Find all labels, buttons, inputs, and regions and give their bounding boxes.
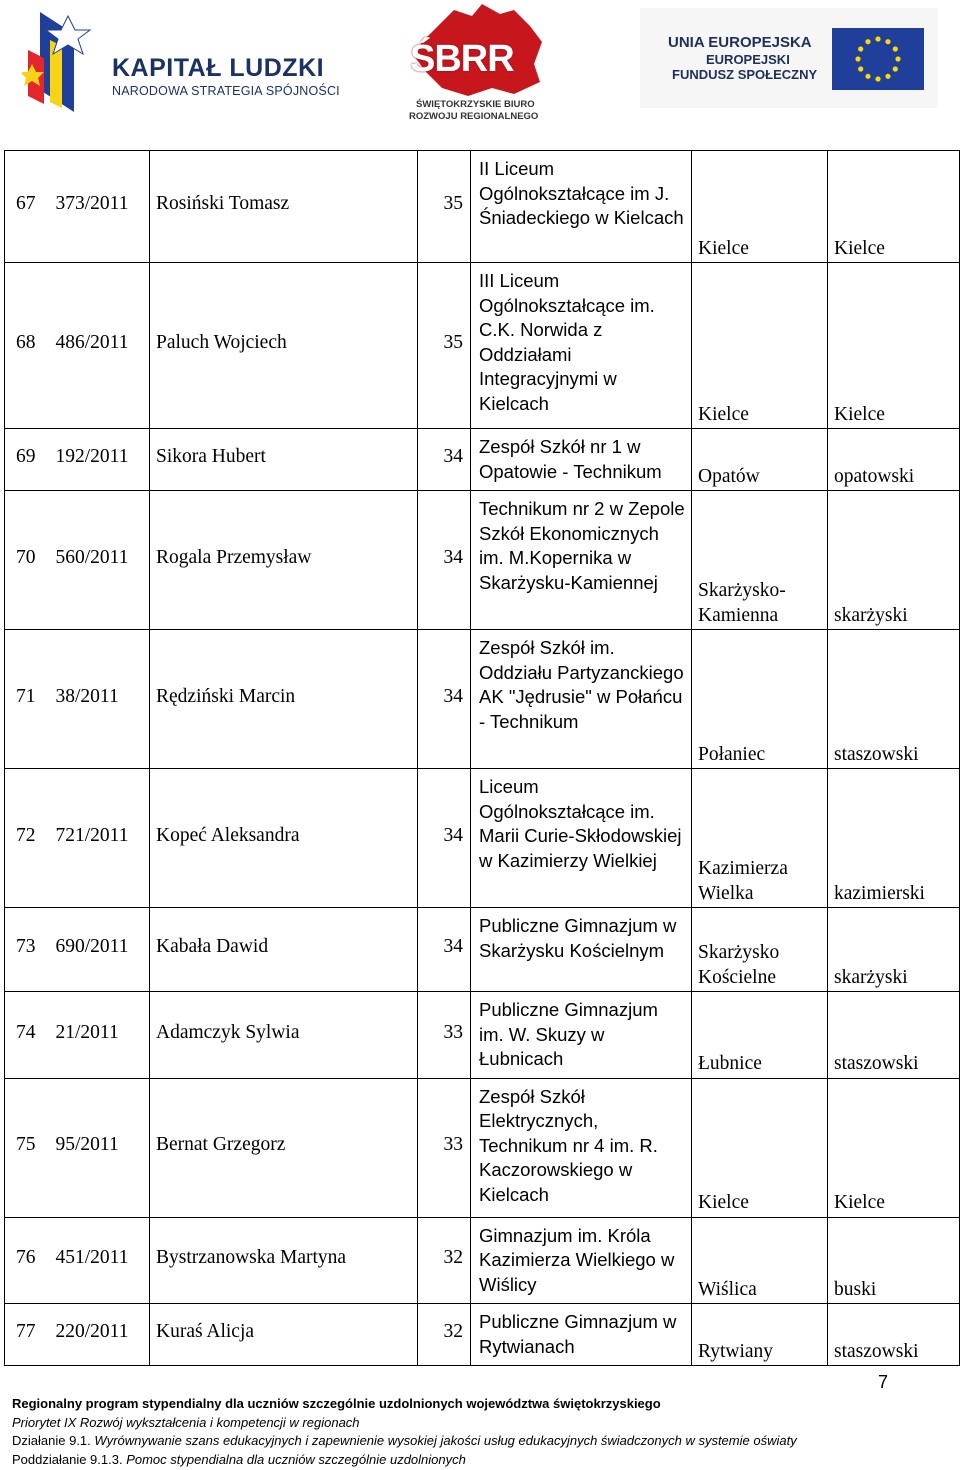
- row-school: Liceum Ogólnokształcące im. Marii Curie-Skłodowskiej w Kazimierzy Wielkiej: [471, 769, 692, 908]
- row-student-name: Rędziński Marcin: [150, 630, 418, 769]
- row-application-number: 220/2011: [50, 1304, 150, 1366]
- row-points: 32: [418, 1217, 471, 1304]
- row-lp: 77: [5, 1304, 50, 1366]
- row-application-number: 21/2011: [50, 992, 150, 1079]
- row-district: skarżyski: [828, 491, 960, 630]
- row-school: II Liceum Ogólnokształcące im J. Śniadeckiego w Kielcach: [471, 151, 692, 263]
- row-lp: 75: [5, 1078, 50, 1217]
- row-city: Skarżysko-Kamienna: [692, 491, 828, 630]
- row-student-name: Rogala Przemysław: [150, 491, 418, 630]
- row-application-number: 95/2011: [50, 1078, 150, 1217]
- row-application-number: 451/2011: [50, 1217, 150, 1304]
- footer-subaction-text: Pomoc stypendialna dla uczniów szczególnie uzdolnionych: [126, 1451, 466, 1467]
- row-lp: 71: [5, 630, 50, 769]
- row-city: Opatów: [692, 429, 828, 491]
- row-school: Zespół Szkół nr 1 w Opatowie - Technikum: [471, 429, 692, 491]
- row-student-name: Bernat Grzegorz: [150, 1078, 418, 1217]
- row-student-name: Rosiński Tomasz: [150, 151, 418, 263]
- row-application-number: 38/2011: [50, 630, 150, 769]
- table-row: [5, 151, 960, 263]
- sbrr-subtitle-line1: ŚWIĘTOKRZYSKIE BIURO: [416, 99, 535, 110]
- row-points: 34: [418, 769, 471, 908]
- table-row: [5, 263, 960, 429]
- kapital-ludzki-title: KAPITAŁ LUDZKI: [112, 54, 325, 82]
- row-city: Kielce: [692, 263, 828, 429]
- row-points: 34: [418, 491, 471, 630]
- row-lp: 76: [5, 1217, 50, 1304]
- eu-subtitle-line1: EUROPEJSKI: [706, 52, 790, 67]
- row-application-number: 486/2011: [50, 263, 150, 429]
- sbrr-subtitle-line2: ROZWOJU REGIONALNEGO: [409, 111, 539, 122]
- row-lp: 73: [5, 908, 50, 992]
- row-school: Gimnazjum im. Króla Kazimierza Wielkiego w Wiślicy: [471, 1217, 692, 1304]
- row-school: Zespół Szkół im. Oddziału Partyzanckiego AK "Jędrusie" w Połańcu - Technikum: [471, 630, 692, 769]
- row-city: Połaniec: [692, 630, 828, 769]
- row-application-number: 560/2011: [50, 491, 150, 630]
- eu-title: UNIA EUROPEJSKA: [668, 34, 812, 51]
- table-row: [5, 630, 960, 769]
- kapital-ludzki-emblem: [22, 12, 102, 112]
- row-points: 34: [418, 908, 471, 992]
- table-row: [5, 769, 960, 908]
- row-district: staszowski: [828, 630, 960, 769]
- row-school: Publiczne Gimnazjum w Rytwianach: [471, 1304, 692, 1366]
- row-student-name: Kuraś Alicja: [150, 1304, 418, 1366]
- row-student-name: Bystrzanowska Martyna: [150, 1217, 418, 1304]
- row-points: 34: [418, 429, 471, 491]
- row-city: Kielce: [692, 1078, 828, 1217]
- footer-action-text: Wyrównywanie szans edukacyjnych i zapewnienie wysokiej jakości usług edukacyjnych świadczonych w systemie oświaty: [94, 1433, 797, 1448]
- eu-subtitle-line2: FUNDUSZ SPOŁECZNY: [672, 67, 818, 82]
- row-application-number: 690/2011: [50, 908, 150, 992]
- row-district: skarżyski: [828, 908, 960, 992]
- row-student-name: Sikora Hubert: [150, 429, 418, 491]
- row-student-name: Kabała Dawid: [150, 908, 418, 992]
- footer-subaction: [12, 1451, 952, 1470]
- row-lp: 70: [5, 491, 50, 630]
- row-district: opatowski: [828, 429, 960, 491]
- row-lp: 67: [5, 151, 50, 263]
- table-row: [5, 1078, 960, 1217]
- row-district: staszowski: [828, 1304, 960, 1366]
- page-footer: [12, 1395, 952, 1469]
- page-header: [0, 0, 960, 130]
- table-row: [5, 429, 960, 491]
- sbrr-title: ŚBRR: [410, 38, 514, 80]
- row-points: 33: [418, 992, 471, 1079]
- row-student-name: Adamczyk Sylwia: [150, 992, 418, 1079]
- row-application-number: 721/2011: [50, 769, 150, 908]
- row-district: staszowski: [828, 992, 960, 1079]
- row-points: 32: [418, 1304, 471, 1366]
- row-lp: 72: [5, 769, 50, 908]
- footer-action-prefix: Działanie 9.1.: [12, 1433, 95, 1448]
- table-row: [5, 1217, 960, 1304]
- eu-flag-icon: [832, 28, 924, 90]
- table-row: [5, 992, 960, 1079]
- kapital-ludzki-logo: [22, 12, 352, 112]
- row-school: III Liceum Ogólnokształcące im. C.K. Norwida z Oddziałami Integracyjnymi w Kielcach: [471, 263, 692, 429]
- row-school: Zespół Szkół Elektrycznych, Technikum nr 4 im. R. Kaczorowskiego w Kielcach: [471, 1078, 692, 1217]
- row-student-name: Kopeć Aleksandra: [150, 769, 418, 908]
- footer-priority: Priorytet IX Rozwój wykształcenia i kompetencji w regionach: [12, 1414, 360, 1430]
- row-points: 35: [418, 263, 471, 429]
- row-district: Kielce: [828, 1078, 960, 1217]
- row-application-number: 192/2011: [50, 429, 150, 491]
- table-row: [5, 491, 960, 630]
- table-row: [5, 908, 960, 992]
- scholarship-results-table: [4, 150, 960, 1366]
- footer-action: [12, 1432, 952, 1451]
- row-points: 35: [418, 151, 471, 263]
- row-points: 33: [418, 1078, 471, 1217]
- kapital-ludzki-subtitle: NARODOWA STRATEGIA SPÓJNOŚCI: [112, 84, 340, 98]
- footer-program-title: Regionalny program stypendialny dla uczniów szczególnie uzdolnionych województwa świętokrzyskiego: [12, 1396, 661, 1411]
- row-points: 34: [418, 630, 471, 769]
- sbrr-logo: [402, 2, 552, 122]
- row-city: Skarżysko Kościelne: [692, 908, 828, 992]
- footer-subaction-prefix: Poddziałanie 9.1.3.: [12, 1451, 127, 1467]
- row-school: Publiczne Gimnazjum im. W. Skuzy w Łubnicach: [471, 992, 692, 1079]
- eu-logo: [640, 8, 938, 108]
- row-application-number: 373/2011: [50, 151, 150, 263]
- page-number: 7: [877, 1372, 888, 1392]
- table-row: [5, 1304, 960, 1366]
- row-district: kazimierski: [828, 769, 960, 908]
- row-city: Rytwiany: [692, 1304, 828, 1366]
- row-district: Kielce: [828, 151, 960, 263]
- row-student-name: Paluch Wojciech: [150, 263, 418, 429]
- row-lp: 74: [5, 992, 50, 1079]
- row-lp: 69: [5, 429, 50, 491]
- row-district: buski: [828, 1217, 960, 1304]
- row-lp: 68: [5, 263, 50, 429]
- row-city: Wiślica: [692, 1217, 828, 1304]
- row-school: Publiczne Gimnazjum w Skarżysku Kościelnym: [471, 908, 692, 992]
- row-city: Kielce: [692, 151, 828, 263]
- row-city: Łubnice: [692, 992, 828, 1079]
- row-district: Kielce: [828, 263, 960, 429]
- row-school: Technikum nr 2 w Zepole Szkół Ekonomicznych im. M.Kopernika w Skarżysku-Kamiennej: [471, 491, 692, 630]
- row-city: Kazimierza Wielka: [692, 769, 828, 908]
